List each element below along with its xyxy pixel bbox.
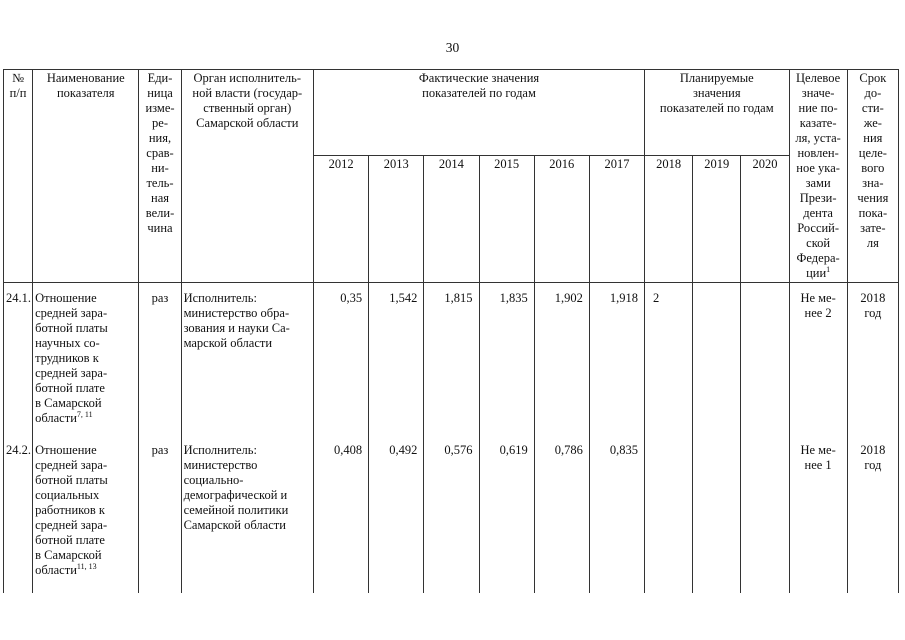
row-num: 24.2. [4,441,33,593]
header-year: 2020 [741,156,789,283]
header-year: 2012 [314,156,369,283]
header-year: 2014 [424,156,479,283]
header-deadline: Срок до- сти- же- ния целе- вого зна- чения пока- зате- ля [847,70,898,283]
row-value: 1,815 [424,283,479,442]
row-value: 1,918 [589,283,644,442]
row-value: 0,408 [314,441,369,593]
header-year: 2015 [479,156,534,283]
row-target: Не ме- нее 2 [789,283,847,442]
row-target: Не ме- нее 1 [789,441,847,593]
header-year: 2013 [369,156,424,283]
row-value: 1,902 [534,283,589,442]
row-value: 1,542 [369,283,424,442]
row-num: 24.1. [4,283,33,442]
row-planned-value [693,283,741,442]
row-planned-value [741,283,789,442]
header-year: 2018 [645,156,693,283]
header-indicator: Наименование показателя [33,70,139,283]
row-value: 0,619 [479,441,534,593]
row-indicator: Отношение средней зара- ботной платы научных со- трудников к средней зара- ботной плате в Самарской области$^{7, 11}$ [33,283,139,442]
row-authority: Исполнитель: министерство социально- демографической и семейной политики Самарской области [181,441,313,593]
header-actual-group: Фактические значения показателей по годам [314,70,645,156]
header-planned-group: Планируемые значения показателей по годам [645,70,789,156]
row-authority: Исполнитель: министерство обра- зования и науки Са- марской области [181,283,313,442]
row-planned-value: 2 [645,283,693,442]
row-unit: раз [139,441,181,593]
indicator-table [3,69,899,593]
header-authority: Орган исполнитель- ной власти (государ- ственный орган) Самарской области [181,70,313,283]
row-value: 0,492 [369,441,424,593]
header-year: 2017 [589,156,644,283]
row-value: 0,576 [424,441,479,593]
header-target: Целевое значе- ние по- казате- ля, уста- новлен- ное ука- зами Прези- дента Россий- ской Федера- ции$^1$ [789,70,847,283]
row-deadline: 2018 год [847,283,898,442]
row-value: 0,35 [314,283,369,442]
row-indicator: Отношение средней зара- ботной платы социальных работников к средней зара- ботной плате в Самарской области$^{11, 13}$ [33,441,139,593]
header-num: № п/п [4,70,33,283]
header-year: 2019 [693,156,741,283]
row-planned-value [693,441,741,593]
row-value: 0,786 [534,441,589,593]
page-number: 30 [445,40,460,55]
header-year: 2016 [534,156,589,283]
table-row [4,283,899,442]
row-planned-value [741,441,789,593]
table-row [4,441,899,593]
row-value: 1,835 [479,283,534,442]
row-value: 0,835 [589,441,644,593]
row-unit: раз [139,283,181,442]
row-planned-value [645,441,693,593]
row-deadline: 2018 год [847,441,898,593]
header-unit: Еди- ница изме- ре- ния, срав- ни- тель- ная вели- чина [139,70,181,283]
